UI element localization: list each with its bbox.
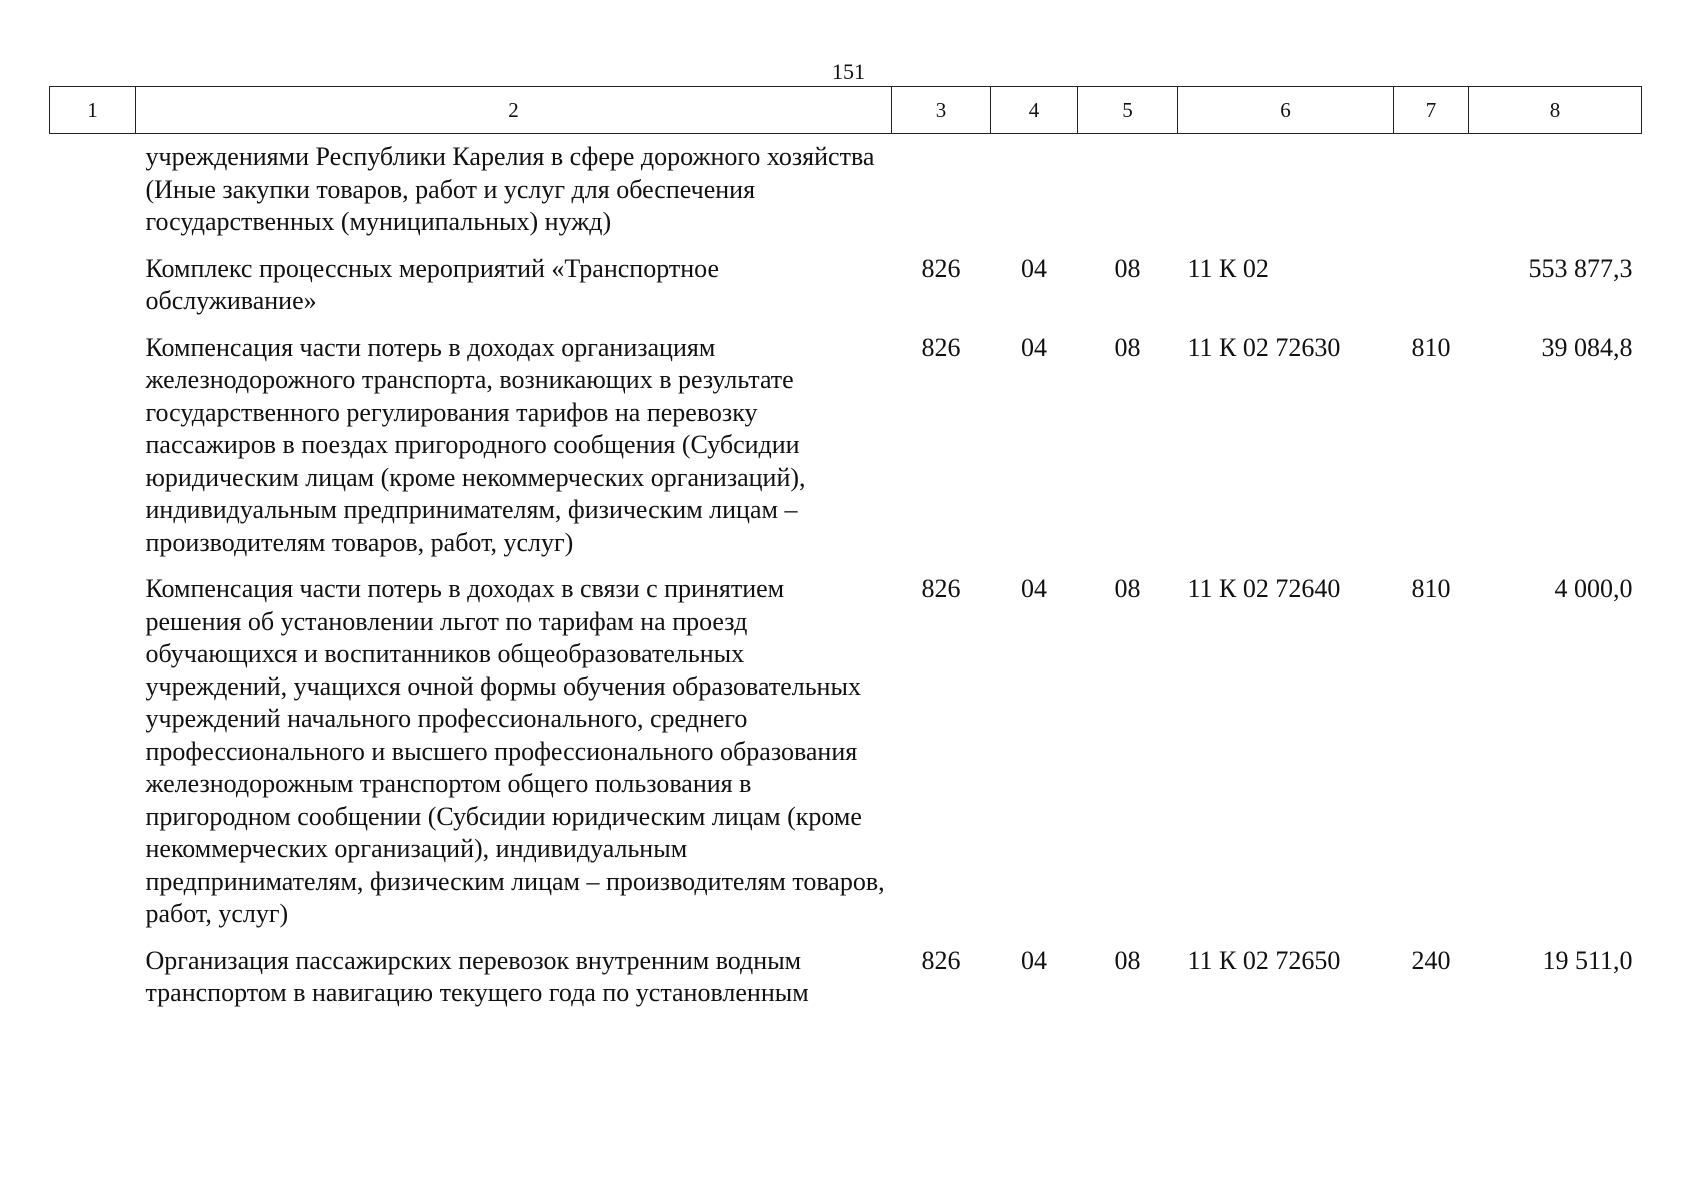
row-section-code: 04 bbox=[1021, 945, 1047, 975]
row-section-code: 04 bbox=[1021, 253, 1047, 283]
row-target-item: 11 К 02 72630 bbox=[1187, 332, 1341, 362]
row-section-code bbox=[991, 134, 1078, 253]
row-description: Компенсация части потерь в доходах в связи с принятием решения об установлении льгот по тарифам на проезд обучающихся и воспитанников общеобразовательных учреждений, учащихся очной формы обучения образовательных учреждений начального профессионального, среднего профессионального и высшего профессионального образования железнодорожным транспортом общего пользования в пригородном сообщении (Субсидии юридическим лицам (кроме некоммерческих организаций), индивидуальным предпринимателям, физическим лицам – производителям товаров, работ, услуг) bbox=[145, 574, 885, 928]
column-header-1: 1 bbox=[50, 87, 136, 134]
row-section-code: 04 bbox=[1021, 574, 1047, 603]
row-expense-type: 240 bbox=[1411, 945, 1451, 975]
table-row bbox=[50, 253, 1642, 332]
row-target-item: 11 К 02 72640 bbox=[1187, 574, 1341, 603]
row-description: Компенсация части потерь в доходах организациям железнодорожного транспорта, возникающих в результате государственного регулирования тарифов на перевозку пассажиров в поездах пригородного сообщения (Субсидии юридическим лицам (кроме некоммерческих организаций), индивидуальным предпринимателям, физическим лицам – производителям товаров, работ, услуг) bbox=[145, 332, 806, 557]
row-spacer-cell bbox=[50, 332, 136, 574]
row-subsection-code: 08 bbox=[1114, 332, 1141, 362]
column-header-8: 8 bbox=[1469, 87, 1642, 134]
table-row bbox=[50, 573, 1642, 945]
column-header-4: 4 bbox=[991, 87, 1078, 134]
row-amount: 553 877,3 bbox=[1528, 253, 1633, 283]
page-number: 151 bbox=[832, 59, 865, 84]
row-description: учреждениями Республики Карелия в сфере дорожного хозяйства (Иные закупки товаров, работ и услуг для обеспечения государственных (муниципальных) нужд) bbox=[145, 142, 875, 236]
row-subsection-code: 08 bbox=[1114, 253, 1141, 283]
row-subsection-code bbox=[1078, 134, 1178, 253]
row-amount: 19 511,0 bbox=[1542, 945, 1633, 975]
row-ministry-code: 826 bbox=[921, 945, 961, 975]
row-description: Комплекс процессных мероприятий «Транспортное обслуживание» bbox=[145, 253, 719, 315]
row-description: Организация пассажирских перевозок внутренним водным транспортом в навигацию текущего года по установленным bbox=[145, 945, 809, 1007]
column-header-6: 6 bbox=[1178, 87, 1394, 134]
table-row bbox=[50, 945, 1642, 1024]
row-amount bbox=[1469, 134, 1642, 253]
row-spacer-cell bbox=[50, 253, 136, 332]
budget-table bbox=[49, 86, 1642, 1024]
column-header-3: 3 bbox=[892, 87, 991, 134]
column-header-5: 5 bbox=[1078, 87, 1178, 134]
row-ministry-code: 826 bbox=[921, 332, 961, 362]
row-expense-type: 810 bbox=[1411, 332, 1451, 362]
row-expense-type bbox=[1394, 134, 1469, 253]
row-expense-type: 810 bbox=[1411, 574, 1451, 603]
table-header-row bbox=[50, 87, 1642, 134]
row-subsection-code: 08 bbox=[1114, 574, 1141, 603]
row-spacer-cell bbox=[50, 573, 136, 945]
row-target-item bbox=[1178, 134, 1394, 253]
table-row bbox=[50, 134, 1642, 253]
table-row bbox=[50, 332, 1642, 574]
row-expense-type bbox=[1394, 253, 1469, 332]
row-amount: 39 084,8 bbox=[1541, 332, 1633, 362]
row-amount: 4 000,0 bbox=[1554, 574, 1633, 603]
column-header-7: 7 bbox=[1394, 87, 1469, 134]
row-subsection-code: 08 bbox=[1114, 945, 1141, 975]
row-spacer-cell bbox=[50, 945, 136, 1024]
row-ministry-code: 826 bbox=[921, 253, 961, 283]
row-target-item: 11 К 02 bbox=[1187, 253, 1269, 283]
row-ministry-code bbox=[892, 134, 991, 253]
row-section-code: 04 bbox=[1021, 332, 1047, 362]
row-target-item: 11 К 02 72650 bbox=[1187, 945, 1341, 975]
column-header-2: 2 bbox=[136, 87, 892, 134]
row-spacer-cell bbox=[50, 134, 136, 253]
row-ministry-code: 826 bbox=[921, 574, 961, 603]
